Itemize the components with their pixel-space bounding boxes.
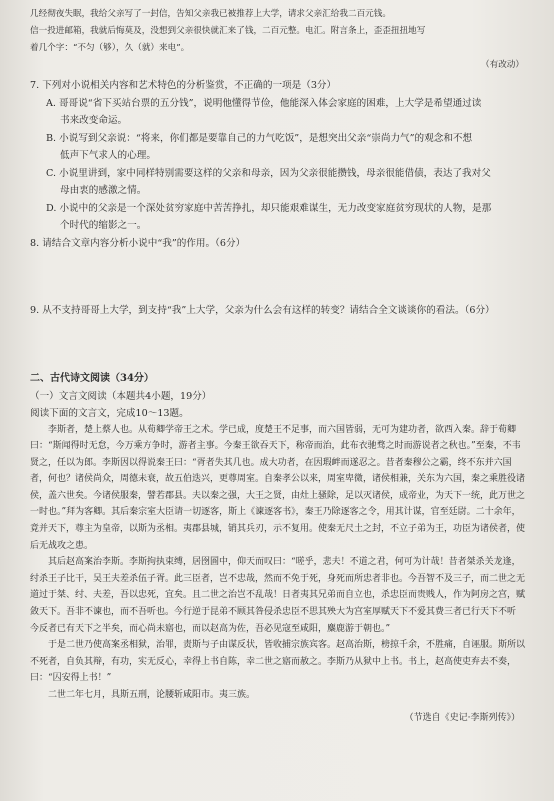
option-c-line1: C. 小说里讲到，家中同样特别需要这样的父亲和母亲，因为父亲很能攒钱，母亲很能借债，表达了我对父 <box>46 167 491 179</box>
passage-line: 信一投进邮箱，我就后悔莫及，没想到父亲很快就汇来了钱，二百元整。电汇。附言条上，歪歪扭扭地写 <box>30 26 426 36</box>
classical-paragraph: 二世二年七月，具斯五刑，论腰斩咸阳市。夷三族。 <box>48 690 256 700</box>
option-a-line1: A. 哥哥说“省下买站台票的五分钱”，说明他懂得节俭，他能深入体会家庭的困难，上大学是希望通过读 <box>46 97 482 109</box>
passage-line: 几经彻夜失眠，我给父亲写了一封信，告知父亲我已被推荐上大学，请求父亲汇给我二百元钱。 <box>30 9 391 19</box>
section-heading: 二、古代诗文阅读（34分） <box>30 372 154 384</box>
answer-space <box>30 320 528 364</box>
question-9: 9. 从不支持哥哥上大学，到支持“我”上大学，父亲为什么会有这样的转变？请结合全文谈谈你的看法。（6分） <box>30 305 495 316</box>
source-citation: （节选自《史记·李斯列传》） <box>404 712 520 723</box>
classical-paragraph: 李斯者，楚上蔡人也。从荀卿学帝王之术。学已成，度楚王不足事，而六国皆弱，无可为建功者，欲西入秦。辞于荀卿曰：“斯闻得时无怠，今万乘方争时，游者主事。今秦王欲吞天下，称帝而治，此布衣驰骛之时而游说者之秋也。”至秦，不韦贤之，任以为郎。李斯因以得说秦王曰：“胥者失其几也。成大功者，在因瑕衅而遂忍之。昔者秦穆公之霸，终不东并六国者，何也？诸侯尚众，周德未衰，故五伯迭兴，更尊周室。自秦孝公以来，周室卑微，诸侯相兼，关东为六国，秦之乘胜役诸侯，盖六世矣。今诸侯服秦，譬若郡县。夫以秦之强，大王之贤，由灶上骚除，足以灭诸侯，成帝业，为天下一统，此万世之一时也。”拜为客卿。其后秦宗室大臣请一切逐客，斯上《谏逐客书》，秦王乃除逐客之令，用其计谋，官至廷尉。二十余年，竟并天下，尊主为皇帝，以斯为丞相。夷郡县城，销其兵刃，示不复用。使秦无尺土之封，不立子弟为王，功臣为诸侯者，使后无战攻之患。 <box>30 424 526 551</box>
option-c-line2: 母由衷的感激之情。 <box>60 185 147 196</box>
story-passage-end <box>30 6 528 57</box>
option-d-line1: D. 小说中的父亲是一个深处贫穷家庭中苦苦挣扎，却只能艰难谋生，无力改变家庭贫穷现状的人物，是那 <box>46 202 492 214</box>
option-a-line2: 书来改变命运。 <box>60 115 128 126</box>
question-7 <box>30 77 528 235</box>
option-b-line2: 低声下气求人的心理。 <box>60 150 156 161</box>
option-b-line1: B. 小说写到父亲说：“将来，你们都是要靠自己的力气吃饭”，是想突出父亲“崇尚力气”的观念和不想 <box>46 132 473 144</box>
instruction-text: 阅读下面的文言文，完成10～13题。 <box>30 407 189 419</box>
classical-paragraph: 于是二世乃使高案丞相狱，治罪，责斯与子由谋反状，皆收捕宗族宾客。赵高治斯，榜掠千余，不胜痛，自诬服。斯所以不死者，自负其辩，有功，实无反心，幸得上书自陈，幸二世之寤而赦之。李斯乃从狱中上书。书上，赵高使吏弃去不奏，曰：“囚安得上书！” <box>30 640 526 684</box>
passage-line: 着几个字：“不匀（够），久（就）来电”。 <box>30 43 190 53</box>
answer-space <box>30 252 528 302</box>
classical-passage <box>30 422 528 704</box>
classical-paragraph: 其后赵高案治李斯。李斯拘执束缚，居囹圄中，仰天而叹曰：“嗟乎，悲夫！不道之君，何可为计哉！昔者桀杀关龙逢，纣杀王子比干，吴王夫差杀伍子胥。此三臣者，岂不忠哉，然而不免于死，身死而所忠者非也。今吾智不及三子，而二世之无道过于桀、纣、夫差，吾以忠死，宜矣。且二世之治岂不乱哉！日者夷其兄弟而自立也，杀忠臣而贵贱人，作为阿房之宫，赋敛天下。吾非不谏也，而不吾听也。今行逆于昆弟不顾其咎侵杀忠臣不思其殃大为宫室厚赋天下不爱其费三者已行天下不听 今反者已有天下之半矣，而心尚未寤也，而以赵高为佐，吾必见寇至咸阳，麋鹿游于朝也。” <box>30 557 526 634</box>
adaptation-note: （有改动） <box>481 60 524 70</box>
option-d-line2: 个时代的缩影之一。 <box>60 220 147 231</box>
subsection-heading: （一）文言文阅读（本题共4小题，19分） <box>30 390 212 402</box>
question-7-stem: 7. 下列对小说相关内容和艺术特色的分析鉴赏，不正确的一项是（3分） <box>30 80 337 91</box>
question-8: 8. 请结合文章内容分析小说中“我”的作用。（6分） <box>30 237 246 249</box>
